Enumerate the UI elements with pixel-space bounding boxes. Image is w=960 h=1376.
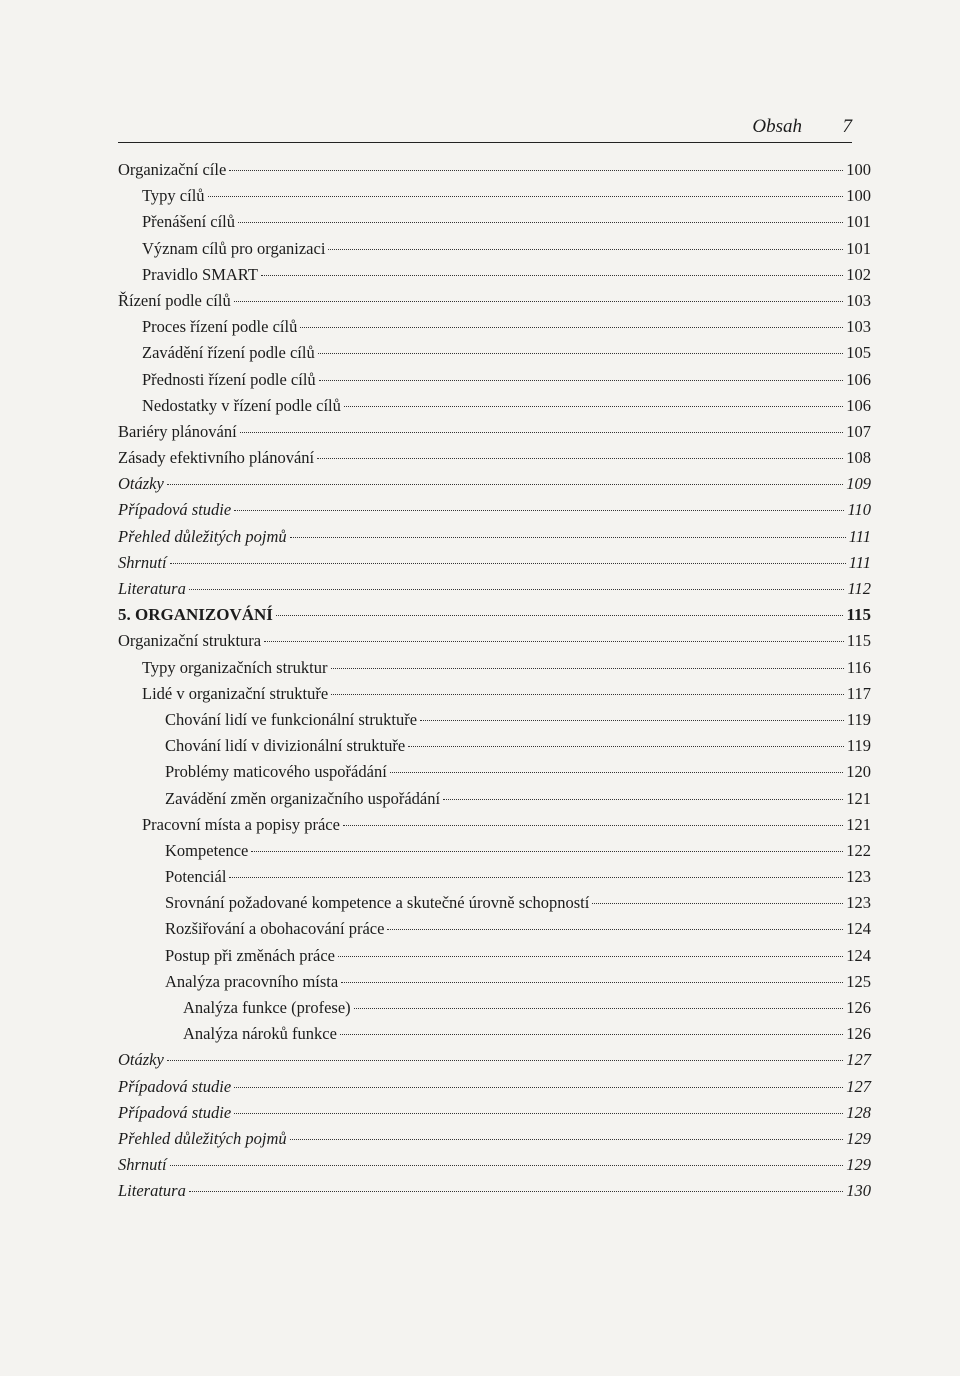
dot-leader xyxy=(189,589,845,590)
toc-entry[interactable] xyxy=(118,553,871,579)
dot-leader xyxy=(170,563,846,564)
toc-entry[interactable] xyxy=(118,1103,871,1129)
toc-entry-page: 111 xyxy=(848,552,871,572)
toc-entry[interactable] xyxy=(118,1024,871,1050)
toc-entry-label: Přehled důležitých pojmů xyxy=(118,526,287,546)
toc-entry-page: 127 xyxy=(846,1076,871,1096)
toc-entry-label: Shrnutí xyxy=(118,552,167,572)
dot-leader xyxy=(234,1087,843,1088)
toc-entry[interactable] xyxy=(118,762,871,788)
toc-entry-page: 123 xyxy=(846,867,871,887)
toc-entry-label: Srovnání požadované kompetence a skutečné úrovně schopností xyxy=(165,893,590,913)
dot-leader xyxy=(261,275,843,276)
toc-entry-page: 106 xyxy=(846,369,871,389)
toc-entry[interactable] xyxy=(118,919,871,945)
toc-entry[interactable] xyxy=(118,579,871,605)
toc-entry[interactable] xyxy=(118,1050,871,1076)
toc-entry-label: Bariéry plánování xyxy=(118,421,237,441)
toc-entry[interactable] xyxy=(118,684,871,710)
toc-entry-label: Postup při změnách práce xyxy=(165,945,335,965)
toc-entry-page: 122 xyxy=(846,840,871,860)
toc-entry-label: Pracovní místa a popisy práce xyxy=(142,814,340,834)
dot-leader xyxy=(319,380,844,381)
dot-leader xyxy=(317,458,843,459)
dot-leader xyxy=(276,615,844,616)
toc-entry-label: Problémy maticového uspořádání xyxy=(165,762,387,782)
toc-entry-label: Analýza nároků funkce xyxy=(183,1024,337,1044)
table-of-contents xyxy=(118,160,871,1208)
toc-entry[interactable] xyxy=(118,893,871,919)
toc-entry-page: 125 xyxy=(846,971,871,991)
dot-leader xyxy=(343,825,843,826)
toc-entry-label: Lidé v organizační struktuře xyxy=(142,683,329,703)
toc-entry[interactable] xyxy=(118,448,871,474)
dot-leader xyxy=(390,772,843,773)
toc-entry-label: Rozšiřování a obohacování práce xyxy=(165,919,385,939)
toc-entry-label: Případová studie xyxy=(118,1076,232,1096)
dot-leader xyxy=(340,1034,843,1035)
toc-entry-label: Zavádění změn organizačního uspořádání xyxy=(165,788,441,808)
running-header xyxy=(118,112,852,142)
toc-entry[interactable] xyxy=(118,160,871,186)
toc-entry-label: Otázky xyxy=(118,1050,164,1070)
toc-entry[interactable] xyxy=(118,605,871,631)
toc-entry[interactable] xyxy=(118,867,871,893)
toc-entry-page: 119 xyxy=(846,709,871,729)
toc-entry-label: Případová studie xyxy=(118,500,232,520)
dot-leader xyxy=(420,720,844,721)
header-rule xyxy=(118,142,852,143)
toc-entry-label: Chování lidí ve funkcionální struktuře xyxy=(165,709,418,729)
dot-leader xyxy=(300,327,843,328)
toc-entry-page: 129 xyxy=(846,1155,871,1175)
dot-leader xyxy=(251,851,843,852)
toc-entry[interactable] xyxy=(118,736,871,762)
dot-leader xyxy=(290,1139,844,1140)
toc-entry[interactable] xyxy=(118,239,871,265)
toc-entry-page: 111 xyxy=(848,526,871,546)
toc-entry[interactable] xyxy=(118,527,871,553)
toc-entry[interactable] xyxy=(118,291,871,317)
toc-entry-page: 126 xyxy=(846,1024,871,1044)
toc-entry[interactable] xyxy=(118,186,871,212)
dot-leader xyxy=(290,537,846,538)
toc-entry-label: Přehled důležitých pojmů xyxy=(118,1128,287,1148)
toc-entry-label: 5. ORGANIZOVÁNÍ xyxy=(118,605,273,625)
toc-entry-page: 115 xyxy=(846,631,871,651)
toc-entry-page: 129 xyxy=(846,1128,871,1148)
header-title: Obsah xyxy=(752,116,802,137)
toc-entry-label: Kompetence xyxy=(165,840,249,860)
toc-entry-label: Otázky xyxy=(118,474,164,494)
toc-entry-label: Analýza pracovního místa xyxy=(165,971,339,991)
toc-entry-label: Proces řízení podle cílů xyxy=(142,317,298,337)
toc-entry[interactable] xyxy=(118,1077,871,1103)
toc-entry-label: Zásady efektivního plánování xyxy=(118,448,315,468)
toc-entry[interactable] xyxy=(118,317,871,343)
dot-leader xyxy=(170,1165,844,1166)
toc-entry-page: 110 xyxy=(847,500,871,520)
dot-leader xyxy=(331,694,844,695)
toc-entry-page: 101 xyxy=(846,238,871,258)
toc-entry-label: Pravidlo SMART xyxy=(142,264,258,284)
toc-entry-page: 103 xyxy=(846,317,871,337)
dot-leader xyxy=(167,484,843,485)
toc-entry-page: 112 xyxy=(847,579,871,598)
dot-leader xyxy=(229,170,843,171)
toc-entry-page: 128 xyxy=(846,1102,871,1122)
toc-entry-label: Případová studie xyxy=(118,1102,232,1122)
toc-entry-page: 105 xyxy=(846,343,871,363)
toc-entry-label: Zavádění řízení podle cílů xyxy=(142,343,315,363)
dot-leader xyxy=(354,1008,844,1009)
toc-entry-label: Řízení podle cílů xyxy=(118,290,231,310)
toc-entry-label: Přednosti řízení podle cílů xyxy=(142,369,316,389)
dot-leader xyxy=(443,799,843,800)
toc-entry-page: 124 xyxy=(846,919,871,939)
header-page-number: 7 xyxy=(842,116,852,137)
toc-entry[interactable] xyxy=(118,1181,871,1207)
dot-leader xyxy=(234,510,844,511)
toc-entry-page: 102 xyxy=(846,264,871,284)
toc-entry-label: Typy organizačních struktur xyxy=(142,657,328,677)
toc-entry-page: 119 xyxy=(846,736,871,756)
dot-leader xyxy=(328,249,843,250)
toc-entry-label: Typy cílů xyxy=(142,186,205,206)
dot-leader xyxy=(387,929,843,930)
toc-entry-label: Analýza funkce (profese) xyxy=(183,998,351,1017)
dot-leader xyxy=(234,301,844,302)
dot-leader xyxy=(189,1191,843,1192)
toc-entry-label: Shrnutí xyxy=(118,1155,167,1175)
toc-entry[interactable] xyxy=(118,631,871,657)
toc-entry[interactable] xyxy=(118,946,871,972)
dot-leader xyxy=(238,222,843,223)
dot-leader xyxy=(167,1060,843,1061)
toc-entry-page: 107 xyxy=(846,421,871,441)
toc-entry-page: 109 xyxy=(846,474,871,494)
toc-entry[interactable] xyxy=(118,815,871,841)
toc-entry[interactable] xyxy=(118,343,871,369)
dot-leader xyxy=(240,432,844,433)
toc-entry-page: 106 xyxy=(846,395,871,415)
toc-entry-label: Literatura xyxy=(118,579,186,598)
dot-leader xyxy=(592,903,843,904)
dot-leader xyxy=(344,406,843,407)
toc-entry-page: 121 xyxy=(846,788,871,808)
toc-entry-page: 130 xyxy=(846,1181,871,1201)
toc-entry-label: Literatura xyxy=(118,1181,186,1201)
dot-leader xyxy=(234,1113,843,1114)
dot-leader xyxy=(408,746,844,747)
toc-entry-page: 108 xyxy=(846,448,871,468)
dot-leader xyxy=(341,982,843,983)
toc-entry[interactable] xyxy=(118,265,871,291)
dot-leader xyxy=(264,641,844,642)
toc-entry-page: 101 xyxy=(846,212,871,232)
dot-leader xyxy=(318,353,844,354)
toc-entry[interactable] xyxy=(118,474,871,500)
toc-entry[interactable] xyxy=(118,396,871,422)
dot-leader xyxy=(229,877,843,878)
toc-entry[interactable] xyxy=(118,972,871,998)
toc-entry-page: 117 xyxy=(846,683,871,703)
toc-entry[interactable] xyxy=(118,370,871,396)
toc-entry-label: Přenášení cílů xyxy=(142,212,236,232)
toc-entry-label: Organizační struktura xyxy=(118,631,262,651)
toc-entry-page: 116 xyxy=(846,657,871,677)
toc-entry-page: 100 xyxy=(846,186,871,206)
toc-entry[interactable] xyxy=(118,710,871,736)
toc-entry[interactable] xyxy=(118,1129,871,1155)
toc-entry-page: 126 xyxy=(846,998,871,1017)
toc-entry-page: 121 xyxy=(846,814,871,834)
toc-entry-page: 100 xyxy=(846,160,871,179)
toc-entry-label: Potenciál xyxy=(165,867,227,887)
toc-entry-page: 115 xyxy=(846,605,871,625)
dot-leader xyxy=(338,956,843,957)
toc-entry-page: 124 xyxy=(846,945,871,965)
toc-entry[interactable] xyxy=(118,422,871,448)
toc-entry-label: Význam cílů pro organizaci xyxy=(142,238,326,258)
toc-entry-label: Organizační cíle xyxy=(118,160,227,179)
dot-leader xyxy=(331,668,844,669)
toc-entry[interactable] xyxy=(118,658,871,684)
toc-entry[interactable] xyxy=(118,500,871,526)
dot-leader xyxy=(208,196,844,197)
toc-entry-page: 123 xyxy=(846,893,871,913)
toc-entry[interactable] xyxy=(118,212,871,238)
toc-entry[interactable] xyxy=(118,841,871,867)
toc-entry-label: Nedostatky v řízení podle cílů xyxy=(142,395,341,415)
toc-entry[interactable] xyxy=(118,1155,871,1181)
toc-entry-page: 127 xyxy=(846,1050,871,1070)
toc-entry-page: 120 xyxy=(846,762,871,782)
toc-entry-label: Chování lidí v divizionální struktuře xyxy=(165,736,406,756)
toc-entry[interactable] xyxy=(118,998,871,1024)
toc-entry-page: 103 xyxy=(846,290,871,310)
toc-entry[interactable] xyxy=(118,789,871,815)
